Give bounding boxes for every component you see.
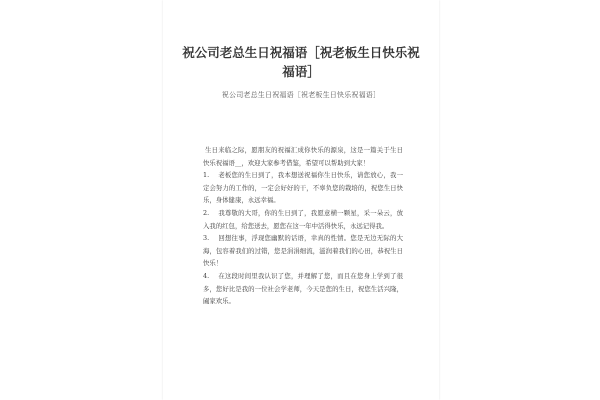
list-item [203,232,403,270]
list-item [203,270,403,308]
list-item-number: 1. [203,171,210,180]
list-item-text: 在这段时间里我认识了您，并理解了您，而且在您身上学到了很多，您好比是我的一位社会学老师，今天是您的生日，祝您生活兴隆，阖家欢乐。 [203,271,403,306]
list-item-text: 老板您的生日到了，我本想送祝福你生日快乐，请您放心，我一定会努力的工作的，一定会好好的干，不辜负您的栽培的，祝您生日快乐，身体健康，永远幸福。 [203,171,403,205]
document-page [163,0,439,400]
document-body [203,144,403,308]
intro-paragraph: 生日来临之际，愿朋友的祝福汇成你快乐的源泉，这是一篇关于生日快乐祝福语__，欢迎大家参考借鉴，希望可以帮助到大家！ [203,146,403,167]
list-item-number: 3. [203,234,210,243]
list-item-text: 回想往事，浮现您幽默的话语，幸真的性情。您是无边无际的大海，包容着我们的过错，您是涓涓细流，滋润着我们的心田，恭祝生日快乐！ [203,234,403,268]
list-item-text: 我尊敬的大哥，你的生日到了，我愿意横一颗星，采一朵云，放入我的红包，给您送去，愿您在这一年中活得快乐，永远记得我。 [203,208,403,230]
list-item [203,169,403,207]
document-subtitle: 祝公司老总生日祝福语［祝老板生日快乐祝福语］ [221,91,381,99]
list-item-number: 2. [203,208,210,217]
list-item [203,207,403,232]
list-item-number: 4. [203,271,210,280]
page-content [163,0,439,400]
document-title: 祝公司老总生日祝福语［祝老板生日快乐祝福语］ [182,45,420,79]
